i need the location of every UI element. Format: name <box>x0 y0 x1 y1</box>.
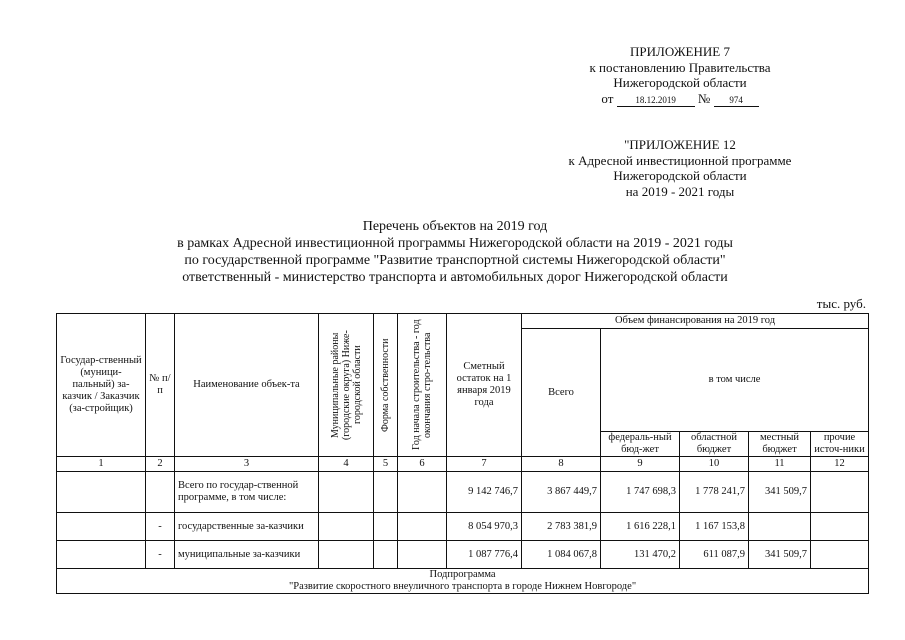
table-row <box>57 513 869 541</box>
header-ownership <box>374 314 398 457</box>
financing-table <box>56 313 869 594</box>
number-label: № <box>697 90 711 106</box>
column-number: 5 <box>374 457 398 472</box>
subprogram-row <box>57 569 869 594</box>
header-customer: Государ-ственный (муници-пальный) за-казчик / Заказчик (за-стройщик) <box>57 314 146 457</box>
title-line4: ответственный - министерство транспорта и автомобильных дорог Нижегородской области <box>182 270 728 285</box>
table-row <box>57 472 869 513</box>
cell-ownership <box>374 472 398 513</box>
column-numbers-row <box>57 457 869 472</box>
column-number: 12 <box>811 457 869 472</box>
cell-customer <box>57 472 146 513</box>
cell-other <box>811 541 869 569</box>
column-number: 6 <box>398 457 447 472</box>
cell-districts <box>319 472 374 513</box>
cell-name: государственные за-казчики <box>175 513 319 541</box>
cell-years <box>398 541 447 569</box>
cell-customer <box>57 541 146 569</box>
header-balance: Сметный остаток на 1 января 2019 года <box>447 314 522 457</box>
column-number: 1 <box>57 457 146 472</box>
appendix-7-line1: к постановлению Правительства <box>589 59 771 75</box>
header-districts-text: Муниципальные районы (городские округа) Ниже-городской области <box>329 330 363 440</box>
column-number: 8 <box>522 457 601 472</box>
from-label: от <box>601 90 614 106</box>
cell-local: 341 509,7 <box>749 472 811 513</box>
decree-date: 18.12.2019 <box>617 95 695 107</box>
cell-regional: 1 778 241,7 <box>680 472 749 513</box>
cell-num <box>146 472 175 513</box>
header-regional: областной бюджет <box>680 432 749 457</box>
title-line1: Перечень объектов на 2019 год <box>362 219 548 234</box>
cell-balance: 9 142 746,7 <box>447 472 522 513</box>
document-title <box>60 218 850 286</box>
cell-total: 1 084 067,8 <box>522 541 601 569</box>
appendix-7-line2: Нижегородской области <box>613 75 747 90</box>
header-num: № п/п <box>146 314 175 457</box>
appendix-7-title: ПРИЛОЖЕНИЕ 7 <box>630 44 730 59</box>
header-districts <box>319 314 374 457</box>
header-ownership-text: Форма собственности <box>380 338 391 432</box>
column-number: 2 <box>146 457 175 472</box>
cell-ownership <box>374 513 398 541</box>
appendix-7-block <box>540 44 820 107</box>
header-years-text: Год начала строительства - год окончания стро-тельства <box>411 319 433 451</box>
appendix-12-title: "ПРИЛОЖЕНИЕ 12 <box>624 137 736 152</box>
table-row <box>57 541 869 569</box>
header-other: прочие источ-ники <box>811 432 869 457</box>
appendix-12-line2: Нижегородской области <box>613 168 747 183</box>
cell-regional: 1 167 153,8 <box>680 513 749 541</box>
decree-number: 974 <box>714 95 759 107</box>
appendix-12-line1: к Адресной инвестиционной программе <box>568 152 792 168</box>
cell-other <box>811 472 869 513</box>
cell-federal: 1 747 698,3 <box>601 472 680 513</box>
column-number: 4 <box>319 457 374 472</box>
cell-federal: 131 470,2 <box>601 541 680 569</box>
appendix-12-block <box>545 137 815 199</box>
subprogram-label: Подпрограмма <box>429 569 496 580</box>
cell-name: муниципальные за-казчики <box>175 541 319 569</box>
header-years <box>398 314 447 457</box>
cell-years <box>398 513 447 541</box>
subprogram-name: "Развитие скоростного внеуличного транспорта в городе Нижнем Новгороде" <box>288 581 637 592</box>
header-local: местный бюджет <box>749 432 811 457</box>
column-number: 7 <box>447 457 522 472</box>
cell-regional: 611 087,9 <box>680 541 749 569</box>
cell-total: 3 867 449,7 <box>522 472 601 513</box>
cell-balance: 8 054 970,3 <box>447 513 522 541</box>
header-federal: федераль-ный бюд-жет <box>601 432 680 457</box>
column-number: 11 <box>749 457 811 472</box>
cell-balance: 1 087 776,4 <box>447 541 522 569</box>
header-name: Наименование объек-та <box>175 314 319 457</box>
appendix-12-line3: на 2019 - 2021 годы <box>625 183 735 199</box>
cell-num: - <box>146 541 175 569</box>
cell-total: 2 783 381,9 <box>522 513 601 541</box>
units-label: тыс. руб. <box>816 296 866 311</box>
appendix-7-date-line <box>540 91 820 107</box>
cell-name: Всего по государ-ственной программе, в том числе: <box>175 472 319 513</box>
header-funding: Объем финансирования на 2019 год <box>522 314 869 329</box>
column-number: 9 <box>601 457 680 472</box>
cell-local: 341 509,7 <box>749 541 811 569</box>
cell-local <box>749 513 811 541</box>
cell-districts <box>319 513 374 541</box>
header-including: в том числе <box>601 329 869 432</box>
cell-years <box>398 472 447 513</box>
title-line2: в рамках Адресной инвестиционной программы Нижегородской области на 2019 - 2021 годы <box>177 236 733 251</box>
header-total: Всего <box>522 329 601 457</box>
cell-federal: 1 616 228,1 <box>601 513 680 541</box>
column-number: 10 <box>680 457 749 472</box>
cell-ownership <box>374 541 398 569</box>
column-number: 3 <box>175 457 319 472</box>
title-line3: по государственной программе "Развитие транспортной системы Нижегородской области" <box>184 253 726 268</box>
cell-customer <box>57 513 146 541</box>
subprogram-cell <box>57 569 869 594</box>
cell-other <box>811 513 869 541</box>
cell-num: - <box>146 513 175 541</box>
cell-districts <box>319 541 374 569</box>
